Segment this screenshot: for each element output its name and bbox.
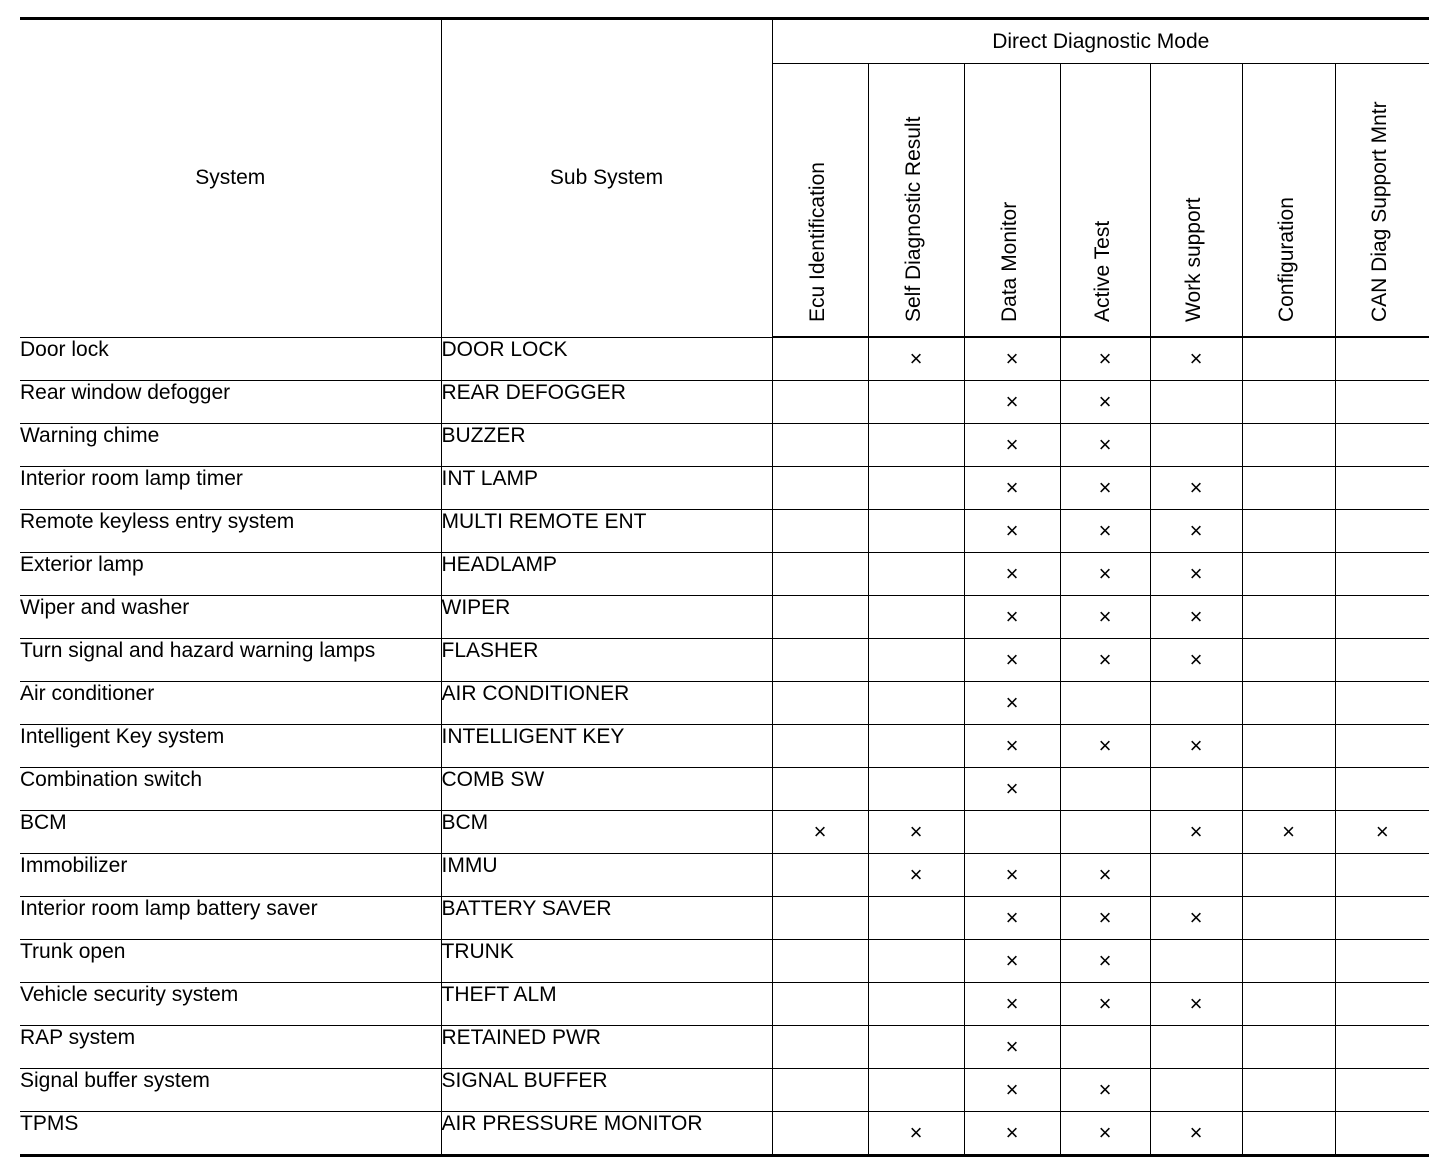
table-row [20,854,1429,897]
system-cell: Combination switch [20,768,441,811]
empty-cell [1242,940,1335,983]
mode-header-label: Configuration [1274,197,1298,322]
sub-system-cell: REAR DEFOGGER [441,381,772,424]
system-cell: Exterior lamp [20,553,441,596]
mode-header-label: CAN Diag Support Mntr [1368,101,1392,322]
table-header [20,19,1429,338]
sub-system-cell: THEFT ALM [441,983,772,1026]
mode-header-label: Active Test [1091,220,1114,322]
sub-system-cell: AIR PRESSURE MONITOR [441,1112,772,1156]
empty-cell [868,424,964,467]
empty-cell [868,381,964,424]
supported-mark: × [964,1112,1060,1156]
empty-cell [1242,596,1335,639]
supported-mark: × [964,725,1060,768]
empty-cell [1242,1069,1335,1112]
empty-cell [868,940,964,983]
table-body [20,337,1429,1156]
system-cell: Intelligent Key system [20,725,441,768]
table-row [20,1026,1429,1069]
supported-mark: × [964,940,1060,983]
supported-mark: × [964,553,1060,596]
supported-mark: × [1060,940,1150,983]
system-cell: Trunk open [20,940,441,983]
supported-mark: × [1150,596,1242,639]
supported-mark: × [1150,1112,1242,1156]
system-cell: Door lock [20,337,441,381]
sub-system-cell: RETAINED PWR [441,1026,772,1069]
empty-cell [772,854,868,897]
empty-cell [1335,467,1429,510]
supported-mark: × [964,682,1060,725]
empty-cell [1242,768,1335,811]
supported-mark: × [1150,811,1242,854]
supported-mark: × [1060,897,1150,940]
table-row [20,639,1429,682]
mode-header-can-diag-support-mntr [1335,64,1429,338]
empty-cell [1335,1069,1429,1112]
supported-mark: × [964,596,1060,639]
system-cell: Wiper and washer [20,596,441,639]
sub-system-cell: BATTERY SAVER [441,897,772,940]
empty-cell [868,983,964,1026]
empty-cell [1335,940,1429,983]
empty-cell [1335,1026,1429,1069]
mode-header-self-diagnostic-result [868,64,964,338]
supported-mark: × [868,337,964,381]
empty-cell [1242,639,1335,682]
empty-cell [1242,424,1335,467]
empty-cell [1150,854,1242,897]
empty-cell [1335,553,1429,596]
supported-mark: × [964,510,1060,553]
table-row [20,983,1429,1026]
empty-cell [1242,854,1335,897]
empty-cell [1060,811,1150,854]
supported-mark: × [1060,639,1150,682]
empty-cell [1335,983,1429,1026]
sub-system-cell: IMMU [441,854,772,897]
empty-cell [772,1026,868,1069]
system-cell: TPMS [20,1112,441,1156]
empty-cell [1335,725,1429,768]
empty-cell [868,897,964,940]
empty-cell [1335,768,1429,811]
empty-cell [868,467,964,510]
empty-cell [1335,510,1429,553]
supported-mark: × [964,467,1060,510]
empty-cell [1335,337,1429,381]
empty-cell [868,596,964,639]
table-row [20,897,1429,940]
empty-cell [1150,682,1242,725]
empty-cell [1335,381,1429,424]
supported-mark: × [964,1069,1060,1112]
supported-mark: × [1060,983,1150,1026]
empty-cell [1060,768,1150,811]
empty-cell [868,682,964,725]
empty-cell [1242,510,1335,553]
empty-cell [868,639,964,682]
system-header: System [20,19,441,338]
supported-mark: × [964,854,1060,897]
system-cell: RAP system [20,1026,441,1069]
empty-cell [772,682,868,725]
mode-header-configuration [1242,64,1335,338]
empty-cell [1335,1112,1429,1156]
empty-cell [1335,897,1429,940]
supported-mark: × [1060,725,1150,768]
system-cell: Rear window defogger [20,381,441,424]
system-cell: Interior room lamp battery saver [20,897,441,940]
empty-cell [772,596,868,639]
system-cell: Remote keyless entry system [20,510,441,553]
supported-mark: × [1060,854,1150,897]
empty-cell [1150,381,1242,424]
empty-cell [1335,596,1429,639]
empty-cell [1060,1026,1150,1069]
sub-system-cell: BUZZER [441,424,772,467]
table-row [20,768,1429,811]
supported-mark: × [1060,467,1150,510]
sub-system-cell: AIR CONDITIONER [441,682,772,725]
sub-system-cell: TRUNK [441,940,772,983]
empty-cell [772,467,868,510]
mode-header-work-support [1150,64,1242,338]
supported-mark: × [1150,983,1242,1026]
supported-mark: × [1060,381,1150,424]
table-row [20,510,1429,553]
empty-cell [1242,983,1335,1026]
empty-cell [1335,854,1429,897]
empty-cell [1335,424,1429,467]
empty-cell [868,768,964,811]
table-row [20,424,1429,467]
table-row [20,940,1429,983]
table-row [20,811,1429,854]
supported-mark: × [1060,337,1150,381]
supported-mark: × [1150,897,1242,940]
empty-cell [772,639,868,682]
supported-mark: × [964,381,1060,424]
system-cell: Air conditioner [20,682,441,725]
mode-header-data-monitor [964,64,1060,338]
empty-cell [772,553,868,596]
empty-cell [772,337,868,381]
sub-system-cell: SIGNAL BUFFER [441,1069,772,1112]
sub-system-cell: INT LAMP [441,467,772,510]
empty-cell [868,1069,964,1112]
mode-header-label: Ecu Identification [806,162,829,322]
system-cell: Signal buffer system [20,1069,441,1112]
diagnostic-mode-table [20,17,1429,1157]
sub-system-cell: FLASHER [441,639,772,682]
supported-mark: × [964,639,1060,682]
empty-cell [1150,768,1242,811]
empty-cell [1242,897,1335,940]
mode-header-label: Data Monitor [998,201,1021,322]
empty-cell [1335,639,1429,682]
empty-cell [772,381,868,424]
supported-mark: × [868,811,964,854]
empty-cell [772,1112,868,1156]
supported-mark: × [1060,1112,1150,1156]
empty-cell [1242,682,1335,725]
empty-cell [1242,381,1335,424]
empty-cell [1242,553,1335,596]
supported-mark: × [868,854,964,897]
supported-mark: × [1150,337,1242,381]
table-row [20,337,1429,381]
empty-cell [1242,725,1335,768]
system-cell: Interior room lamp timer [20,467,441,510]
mode-header-label: Work support [1182,197,1205,322]
sub-system-cell: DOOR LOCK [441,337,772,381]
empty-cell [772,768,868,811]
table-row [20,381,1429,424]
empty-cell [772,424,868,467]
direct-diagnostic-mode-header: Direct Diagnostic Mode [772,19,1429,64]
system-cell: Turn signal and hazard warning lamps [20,639,441,682]
mode-header-active-test [1060,64,1150,338]
empty-cell [1150,1069,1242,1112]
supported-mark: × [1150,467,1242,510]
supported-mark: × [964,337,1060,381]
empty-cell [1242,337,1335,381]
empty-cell [868,553,964,596]
empty-cell [1150,940,1242,983]
supported-mark: × [1150,553,1242,596]
system-cell: BCM [20,811,441,854]
table-row [20,467,1429,510]
supported-mark: × [1335,811,1429,854]
mode-header-label: Self Diagnostic Result [902,116,925,322]
empty-cell [868,725,964,768]
empty-cell [1242,1026,1335,1069]
table-row [20,553,1429,596]
empty-cell [772,725,868,768]
empty-cell [868,1026,964,1069]
empty-cell [772,897,868,940]
table-row [20,725,1429,768]
sub-system-cell: MULTI REMOTE ENT [441,510,772,553]
supported-mark: × [1060,424,1150,467]
empty-cell [1242,1112,1335,1156]
supported-mark: × [1150,510,1242,553]
supported-mark: × [1060,596,1150,639]
empty-cell [964,811,1060,854]
supported-mark: × [964,983,1060,1026]
mode-header-ecu-identification [772,64,868,338]
supported-mark: × [772,811,868,854]
supported-mark: × [964,897,1060,940]
empty-cell [1242,467,1335,510]
empty-cell [772,510,868,553]
sub-system-cell: BCM [441,811,772,854]
sub-system-cell: HEADLAMP [441,553,772,596]
supported-mark: × [964,768,1060,811]
sub-system-cell: INTELLIGENT KEY [441,725,772,768]
table-row [20,1112,1429,1156]
empty-cell [1060,682,1150,725]
table-row [20,682,1429,725]
supported-mark: × [1242,811,1335,854]
supported-mark: × [964,424,1060,467]
empty-cell [772,1069,868,1112]
empty-cell [1335,682,1429,725]
supported-mark: × [1060,553,1150,596]
supported-mark: × [1060,1069,1150,1112]
supported-mark: × [1150,725,1242,768]
sub-system-cell: WIPER [441,596,772,639]
supported-mark: × [964,1026,1060,1069]
table-row [20,1069,1429,1112]
empty-cell [772,940,868,983]
sub-system-header: Sub System [441,19,772,338]
empty-cell [1150,424,1242,467]
supported-mark: × [1150,639,1242,682]
empty-cell [868,510,964,553]
system-cell: Immobilizer [20,854,441,897]
sub-system-cell: COMB SW [441,768,772,811]
empty-cell [772,983,868,1026]
supported-mark: × [1060,510,1150,553]
table-row [20,596,1429,639]
supported-mark: × [868,1112,964,1156]
system-cell: Warning chime [20,424,441,467]
system-cell: Vehicle security system [20,983,441,1026]
empty-cell [1150,1026,1242,1069]
